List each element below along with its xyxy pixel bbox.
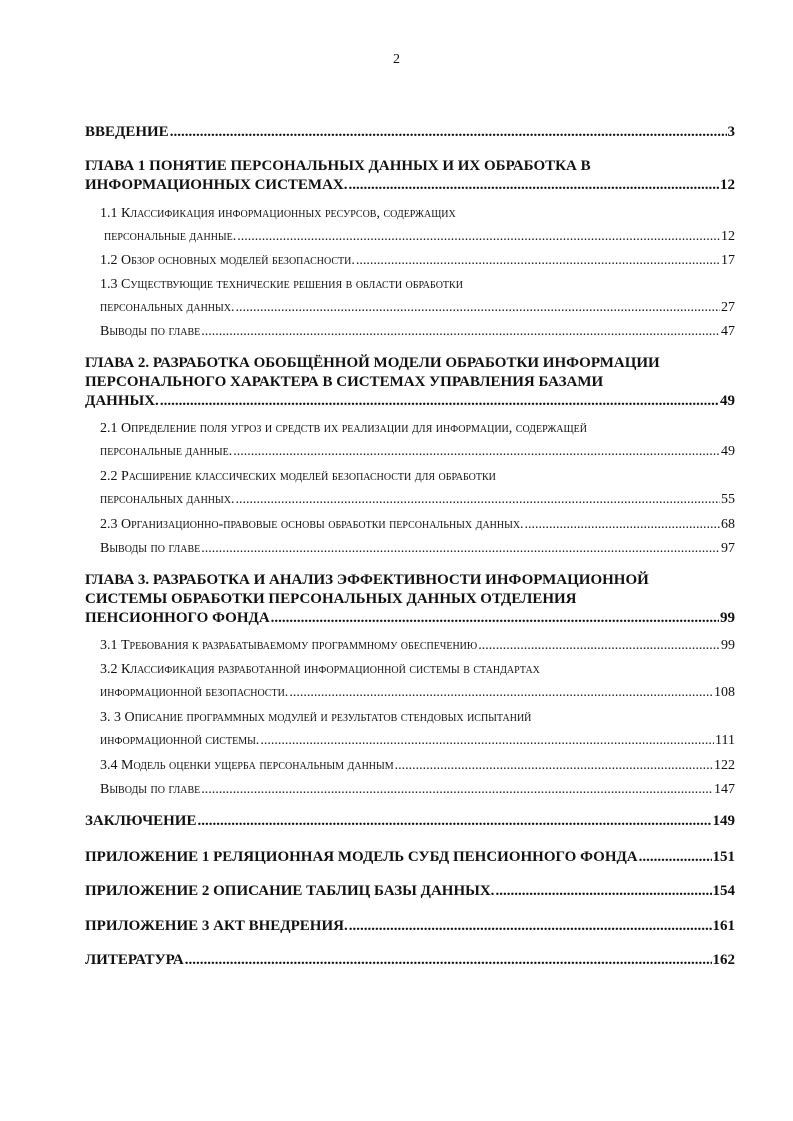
toc-entry-section-2-3[interactable] [100, 516, 735, 533]
toc-title: 3.1 Требования к разрабатываемому программному обеспечению [100, 638, 478, 653]
toc-title-line: ИНФОРМАЦИОННЫХ СИСТЕМАХ. [85, 177, 348, 193]
toc-entry-section-1-2[interactable] [100, 252, 735, 269]
toc-entry-conclusion[interactable] [85, 812, 735, 831]
toc-entry-section-1-3[interactable] [100, 276, 735, 316]
toc-title: Выводы по главе [100, 541, 201, 556]
toc-entry-section-1-1[interactable] [100, 205, 735, 245]
toc-title: Выводы по главе [100, 324, 201, 339]
toc-title-line: информационной безопасности. [100, 685, 289, 700]
toc-title: 1.2 Обзор основных моделей безопасности. [100, 253, 355, 268]
toc-title-line: 1.3 Существующие технические решения в области обработки [100, 277, 463, 292]
toc-entry-section-3-3[interactable] [100, 709, 735, 749]
toc-title-line: 3. 3 Описание программных модулей и результатов стендовых испытаний [100, 710, 532, 725]
toc-title-line: персональных данных. [100, 300, 235, 315]
toc-page: 162 [712, 952, 735, 968]
toc-page: 27 [721, 300, 735, 315]
toc-page: 147 [714, 782, 735, 797]
toc-title-line: персональных данных. [100, 492, 235, 507]
toc-entry-appendix-2[interactable] [85, 882, 735, 901]
toc-title: ЛИТЕРАТУРА [85, 952, 184, 968]
toc-page: 17 [721, 253, 735, 268]
toc-title-line: СИСТЕМЫ ОБРАБОТКИ ПЕРСОНАЛЬНЫХ ДАННЫХ ОТДЕЛЕНИЯ [85, 591, 577, 607]
toc-page: 111 [715, 733, 735, 748]
toc-entry-section-2-2[interactable] [100, 468, 735, 508]
toc-entry-conclusion-3[interactable] [100, 781, 735, 798]
toc-title-line: 1.1 Классификация информационных ресурсов, содержащих [100, 206, 456, 221]
toc-page: 99 [721, 638, 735, 653]
toc-title-line: ГЛАВА 2. РАЗРАБОТКА ОБОБЩЁННОЙ МОДЕЛИ ОБРАБОТКИ ИНФОРМАЦИИ [85, 355, 660, 371]
toc-page: 149 [712, 813, 735, 829]
toc-page: 3 [727, 124, 735, 140]
toc-entry-conclusion-2[interactable] [100, 540, 735, 557]
toc-page: 49 [721, 444, 735, 459]
toc-entry-chapter-2[interactable] [85, 354, 735, 411]
toc-page: 108 [714, 685, 735, 700]
toc-entry-section-3-1[interactable] [100, 637, 735, 654]
toc-entry-literature[interactable] [85, 951, 735, 970]
toc-title: Выводы по главе [100, 782, 201, 797]
toc-title: 3.4 Модель оценки ущерба персональным данным [100, 758, 394, 773]
toc-page: 12 [721, 229, 735, 244]
toc-title: ПРИЛОЖЕНИЕ 1 РЕЛЯЦИОННАЯ МОДЕЛЬ СУБД ПЕНСИОННОГО ФОНДА [85, 849, 638, 865]
toc-title-line: персональные данные. [104, 229, 237, 244]
toc-title: ВВЕДЕНИЕ [85, 124, 169, 140]
toc-entry-chapter-3[interactable] [85, 571, 735, 628]
toc-title-line: персональные данные. [100, 444, 233, 459]
toc-title: 2.3 Организационно-правовые основы обработки персональных данных. [100, 517, 524, 532]
toc-title-line: ДАННЫХ. [85, 393, 159, 409]
toc-title-line: информационной системы. [100, 733, 260, 748]
toc-title-line: 2.2 Расширение классических моделей безопасности для обработки [100, 469, 496, 484]
toc-page: 97 [721, 541, 735, 556]
toc-entry-appendix-1[interactable] [85, 848, 735, 867]
toc-page: 161 [712, 918, 735, 934]
toc-title: ЗАКЛЮЧЕНИЕ [85, 813, 197, 829]
toc-entry-intro[interactable] [85, 123, 735, 142]
toc-entry-section-3-2[interactable] [100, 661, 735, 701]
toc-title: ПРИЛОЖЕНИЕ 2 ОПИСАНИЕ ТАБЛИЦ БАЗЫ ДАННЫХ. [85, 883, 495, 899]
toc-entry-appendix-3[interactable] [85, 917, 735, 936]
toc-entry-section-3-4[interactable] [100, 757, 735, 774]
toc-title-line: ПЕРСОНАЛЬНОГО ХАРАКТЕРА В СИСТЕМАХ УПРАВЛЕНИЯ БАЗАМИ [85, 374, 604, 390]
toc-title-line: ГЛАВА 1 ПОНЯТИЕ ПЕРСОНАЛЬНЫХ ДАННЫХ И ИХ ОБРАБОТКА В [85, 158, 591, 174]
toc-page: 68 [721, 517, 735, 532]
toc-entry-conclusion-1[interactable] [100, 323, 735, 340]
toc-page: 55 [721, 492, 735, 507]
toc-entry-chapter-1[interactable] [85, 157, 735, 195]
toc-title: ПРИЛОЖЕНИЕ 3 АКТ ВНЕДРЕНИЯ. [85, 918, 348, 934]
toc-page: 12 [720, 177, 735, 193]
toc-title-line: 2.1 Определение поля угроз и средств их реализации для информации, содержащей [100, 421, 587, 436]
toc-title-line: ГЛАВА 3. РАЗРАБОТКА И АНАЛИЗ ЭФФЕКТИВНОСТИ ИНФОРМАЦИОННОЙ [85, 572, 649, 588]
toc-page: 122 [714, 758, 735, 773]
toc-page: 49 [720, 393, 735, 409]
toc-entry-section-2-1[interactable] [100, 420, 735, 460]
toc-page: 154 [712, 883, 735, 899]
toc-page: 151 [712, 849, 735, 865]
page-number: 2 [393, 52, 400, 67]
toc-page: 47 [721, 324, 735, 339]
toc-title-line: ПЕНСИОННОГО ФОНДА [85, 610, 270, 626]
toc-title-line: 3.2 Классификация разработанной информационной системы в стандартах [100, 662, 540, 677]
toc-page: 99 [720, 610, 735, 626]
